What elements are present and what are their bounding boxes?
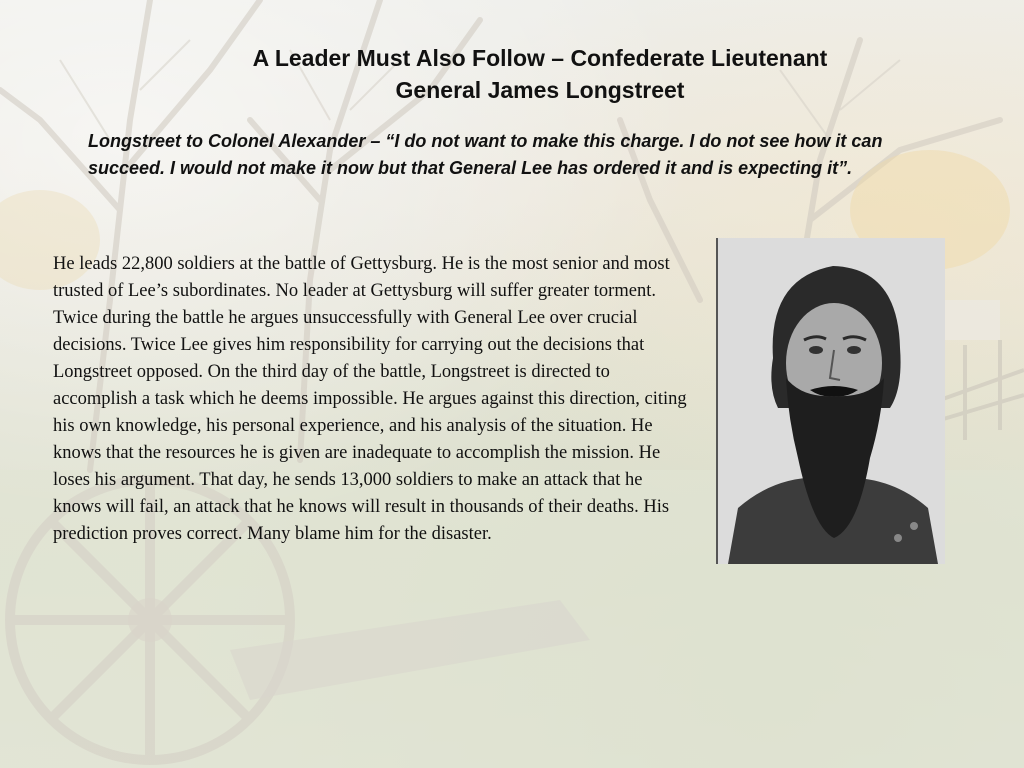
title-line-2: General James Longstreet bbox=[395, 77, 685, 103]
body-paragraph: He leads 22,800 soldiers at the battle of Gettysburg. He is the most senior and most trusted of Lee’s subordinates. No leader at Gettysburg will suffer greater torment. Twice during the battle he argues unsuccessfully with General Lee over crucial decisions. Twice Lee gives him responsibility for carrying out the decisions that Longstreet opposed. On the third day of the battle, Longstreet is directed to accomplish a task which he deems impossible. He argues against this direction, citing his own knowledge, his personal experience, and his analysis of the situation. He knows that the resources he is given are inadequate to accomplish the mission. He loses his argument. That day, he sends 13,000 soldiers to make an attack that he knows will fail, an attack that he knows will result in thousands of their deaths. His prediction proves correct. Many blame him for the disaster. bbox=[53, 254, 687, 544]
longstreet-portrait bbox=[716, 238, 945, 564]
longstreet-quote: Longstreet to Colonel Alexander – “I do not want to make this charge. I do not see how it can succeed. I would not make it now but that General Lee has ordered it and is expecting it”. bbox=[88, 131, 883, 178]
title-line-1: A Leader Must Also Follow – Confederate Lieutenant bbox=[252, 45, 828, 71]
slide-title bbox=[150, 42, 930, 106]
